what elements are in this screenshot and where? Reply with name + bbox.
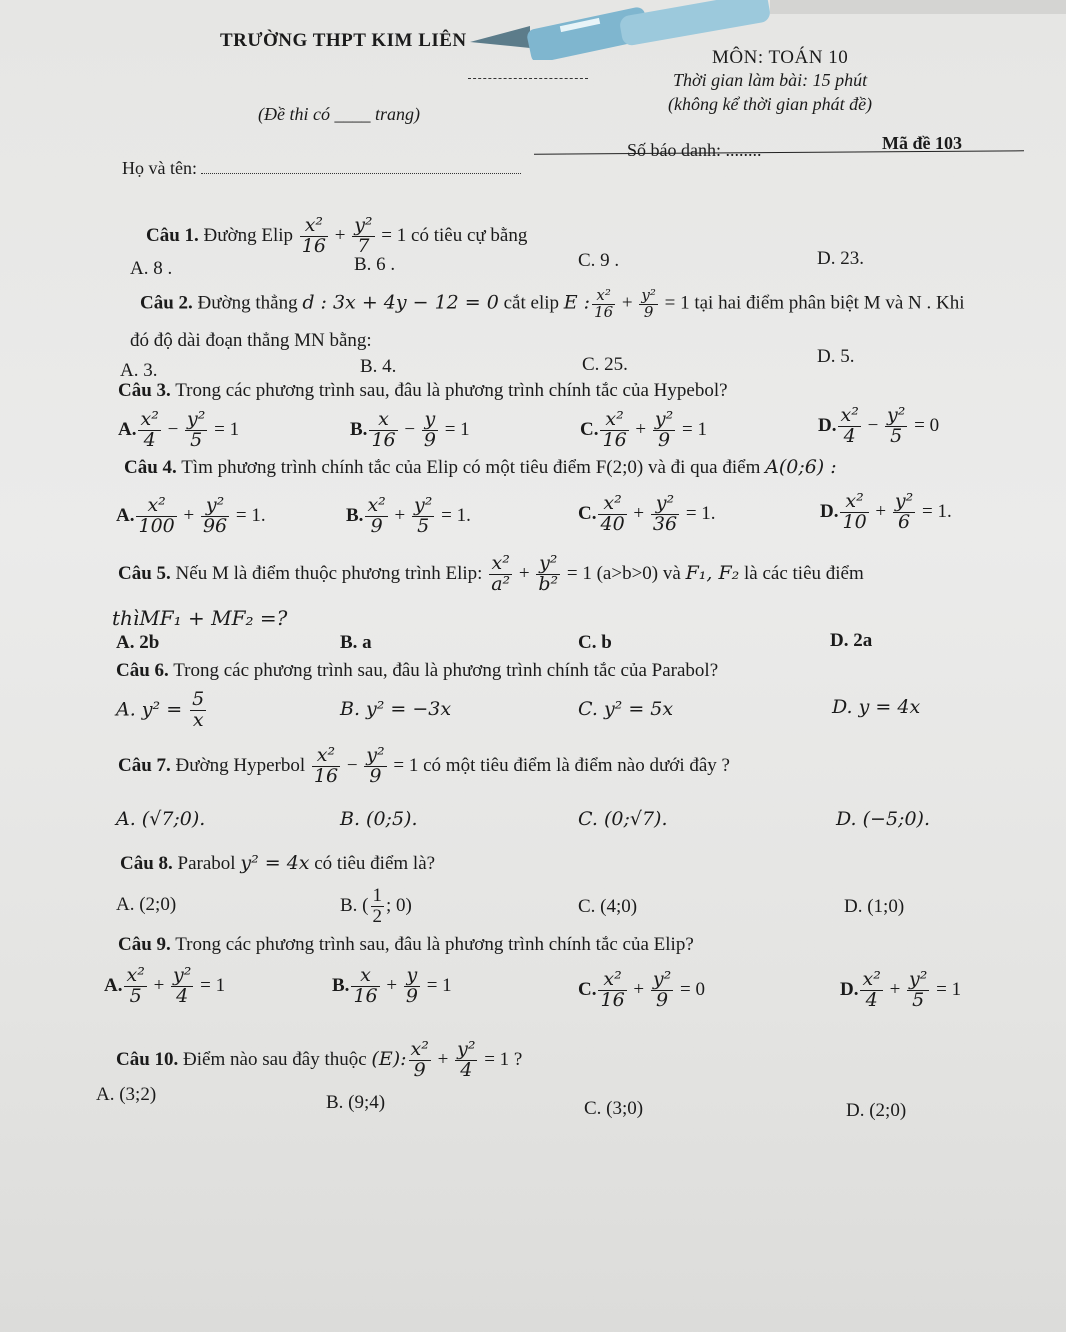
option-d[interactable]: D. $\frac{\text{x²}}{4}$ + $\frac{\text{y²}}{5}$ = 1 — [840, 968, 962, 1011]
option-b[interactable]: B. ( $\frac{1}{2}$ ; 0) — [340, 885, 412, 927]
option-a[interactable]: A. (3;2) — [96, 1084, 157, 1105]
option-d[interactable]: D. y = 4x — [832, 696, 921, 718]
option-d[interactable]: D. $\frac{\text{x²}}{10}$ + $\frac{\text{y²}}{6}$ = 1. — [820, 490, 952, 533]
name-label: Họ và tên: — [122, 158, 202, 178]
question-8: Câu 8. Parabol y² = 4x có tiêu điểm là? — [120, 852, 436, 874]
option-a[interactable]: A. 3. — [120, 360, 158, 381]
question-7: Câu 7. Đường Hyperbol $\frac{\text{x²}}{16}$ − $\frac{\text{y²}}{9}$ = 1 có một tiêu điểm là điểm nào dưới đây ? — [118, 744, 730, 787]
duration-note: (không kể thời gian phát đề) — [668, 94, 873, 114]
option-a[interactable]: A. y² = $\frac{5}{x}$ — [116, 688, 205, 731]
question-10: Câu 10. Điểm nào sau đây thuộc (E): $\frac{\text{x²}}{9}$ + $\frac{\text{y²}}{4}$ = 1 ? — [116, 1038, 523, 1081]
option-c[interactable]: C. 9 . — [578, 250, 620, 271]
option-a[interactable]: A. (2;0) — [116, 894, 177, 915]
option-d[interactable]: D. 2a — [830, 630, 873, 651]
question-3: Câu 3. Trong các phương trình sau, đâu là phương trình chính tắc của Hypebol? — [118, 380, 728, 401]
option-c[interactable]: C. $\frac{\text{x²}}{16}$ + $\frac{\text{y²}}{9}$ = 1 — [580, 408, 707, 451]
option-d[interactable]: D. (−5;0). — [836, 808, 930, 830]
option-a[interactable]: A. 2b — [116, 632, 160, 653]
option-d[interactable]: D. 23. — [817, 248, 864, 269]
question-9: Câu 9. Trong các phương trình sau, đâu là phương trình chính tắc của Elip? — [118, 934, 694, 955]
option-c[interactable]: C. 25. — [582, 354, 628, 375]
subject-title: MÔN: TOÁN 10 — [712, 47, 849, 68]
question-2: Câu 2. Đường thẳng d : 3x + 4y − 12 = 0 cắt elip E : $\frac{\text{x²}}{16}$ + $\frac{\text{y²}}{9}$ = 1 tại hai điểm phân biệt M và N . Khi — [140, 286, 965, 321]
option-a[interactable]: A. (√7;0). — [116, 808, 206, 830]
option-c[interactable]: C. $\frac{\text{x²}}{16}$ + $\frac{\text{y²}}{9}$ = 0 — [578, 968, 705, 1011]
header-divider — [468, 78, 588, 79]
school-name: TRƯỜNG THPT KIM LIÊN — [220, 30, 467, 51]
question-4: Câu 4. Tìm phương trình chính tắc của Elip có một tiêu điểm F(2;0) và đi qua điểm A(0;6) : — [124, 456, 837, 478]
option-d[interactable]: D. (1;0) — [844, 896, 905, 917]
option-b[interactable]: B. a — [340, 632, 372, 653]
question-5-continued: thìMF₁ + MF₂ =? — [112, 606, 288, 630]
option-c[interactable]: C. y² = 5x — [578, 698, 674, 720]
question-1: Câu 1. Đường Elip $\frac{\text{x²}}{16}$ + $\frac{\text{y²}}{7}$ = 1 có tiêu cự bằng — [146, 214, 528, 257]
question-2-continued: đó độ dài đoạn thẳng MN bằng: — [130, 330, 372, 351]
question-5: Câu 5. Nếu M là điểm thuộc phương trình Elip: $\frac{\text{x²}}{\text{a²}}$ + $\frac{\text{y²}}{\text{b²}}$ = 1 (a>b>0) và F₁, F₂ là các tiêu điểm — [118, 552, 864, 595]
question-label: Câu 1. — [146, 224, 199, 246]
option-d[interactable]: D. 5. — [817, 346, 855, 367]
option-b[interactable]: B. (0;5). — [340, 808, 418, 830]
option-b[interactable]: B. $\frac{x}{16}$ − $\frac{y}{9}$ = 1 — [350, 408, 470, 451]
option-c[interactable]: C. (4;0) — [578, 896, 638, 917]
exam-code: Mã đề 103 — [882, 133, 962, 153]
question-6: Câu 6. Trong các phương trình sau, đâu là phương trình chính tắc của Parabol? — [116, 660, 719, 681]
option-d[interactable]: D. (2;0) — [846, 1100, 907, 1121]
name-field — [122, 158, 521, 179]
exam-duration: Thời gian làm bài: 15 phút — [673, 70, 868, 90]
option-b[interactable]: B. y² = −3x — [340, 698, 452, 720]
option-c[interactable]: C. $\frac{\text{x²}}{40}$ + $\frac{\text{y²}}{36}$ = 1. — [578, 492, 716, 535]
option-a[interactable]: A. $\frac{\text{x²}}{5}$ + $\frac{\text{y²}}{4}$ = 1 — [104, 964, 226, 1007]
page-count-note: (Đề thi có ____ trang) — [258, 104, 420, 124]
option-d[interactable]: D. $\frac{\text{x²}}{4}$ − $\frac{\text{y²}}{5}$ = 0 — [818, 404, 940, 447]
option-b[interactable]: B. (9;4) — [326, 1092, 386, 1113]
option-b[interactable]: B. $\frac{\text{x²}}{9}$ + $\frac{\text{y²}}{5}$ = 1. — [346, 494, 471, 537]
option-b[interactable]: B. 4. — [360, 356, 397, 377]
option-c[interactable]: C. (3;0) — [584, 1098, 644, 1119]
option-a[interactable]: A. $\frac{\text{x²}}{4}$ − $\frac{\text{y²}}{5}$ = 1 — [118, 408, 240, 451]
option-b[interactable]: B. 6 . — [354, 254, 396, 275]
option-c[interactable]: C. (0;√7). — [578, 808, 668, 830]
option-a[interactable]: A. $\frac{\text{x²}}{100}$ + $\frac{\text{y²}}{96}$ = 1. — [116, 494, 266, 537]
candidate-number-field: Số báo danh: ........ — [627, 140, 762, 160]
option-b[interactable]: B. $\frac{x}{16}$ + $\frac{y}{9}$ = 1 — [332, 964, 452, 1007]
option-a[interactable]: A. 8 . — [130, 258, 173, 279]
option-c[interactable]: C. b — [578, 632, 612, 653]
